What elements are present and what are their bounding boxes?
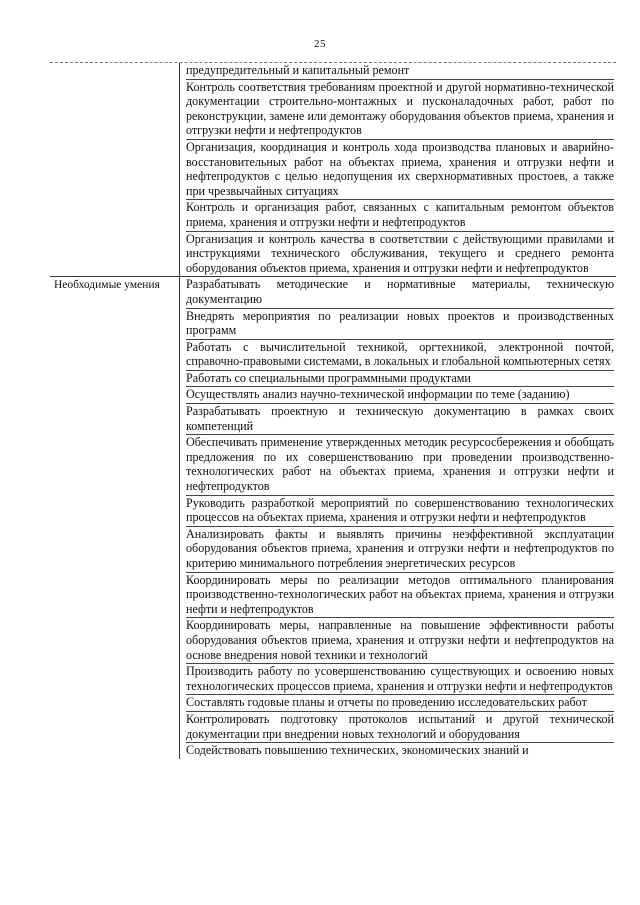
list-item: Координировать меры по реализации методов оптимального планирования производственно-технологических работ на объектах приема, хранения и отгрузки нефти и нефтепродуктов bbox=[186, 573, 614, 619]
list-item: Руководить разработкой мероприятий по совершенствованию технологических процессов на объектах приема, хранения и отгрузки нефти и нефтепродуктов bbox=[186, 496, 614, 527]
list-item: Работать со специальными программными продуктами bbox=[186, 371, 614, 388]
list-item: Разрабатывать методические и нормативные материалы, техническую документацию bbox=[186, 277, 614, 308]
list-item: Осуществлять анализ научно-технической информации по теме (заданию) bbox=[186, 387, 614, 404]
list-item: Контроль и организация работ, связанных с капитальным ремонтом объектов приема, хранения и отгрузки нефти и нефтепродуктов bbox=[186, 200, 614, 231]
list-item: Внедрять мероприятия по реализации новых проектов и производственных программ bbox=[186, 309, 614, 340]
table-row-actions bbox=[50, 63, 616, 276]
list-item: Разрабатывать проектную и техническую документацию в рамках своих компетенций bbox=[186, 404, 614, 435]
list-item: Контролировать подготовку протоколов испытаний и другой технической документации при внедрении новых технологий и оборудования bbox=[186, 712, 614, 743]
list-item: Работать с вычислительной техникой, оргтехникой, электронной почтой, справочно-правовыми системами, в локальных и глобальной компьютерных сетях bbox=[186, 340, 614, 371]
list-item: предупредительный и капитальный ремонт bbox=[186, 63, 614, 80]
list-item: Координировать меры, направленные на повышение эффективности работы оборудования объектов приема, хранения и отгрузки нефти и нефтепродуктов на основе внедрения новой техники и технологий bbox=[186, 618, 614, 664]
list-item: Анализировать факты и выявлять причины неэффективной эксплуатации оборудования объектов приема, хранения и отгрузки нефти и нефтепродуктов по критерию минимального потребления энергетических ресурсов bbox=[186, 527, 614, 573]
table-row-skills bbox=[50, 276, 616, 758]
list-item: Содействовать повышению технических, экономических знаний и bbox=[186, 743, 529, 758]
requirements-table bbox=[50, 62, 616, 759]
list-item: Составлять годовые планы и отчеты по проведению исследовательских работ bbox=[186, 695, 614, 712]
list-item: Обеспечивать применение утвержденных методик ресурсосбережения и обобщать предложения по их совершенствованию при проведении производственно-технологических работ на объектах приема, хранения и отгрузки нефти и нефтепродуктов bbox=[186, 435, 614, 495]
list-item: Производить работу по усовершенствованию существующих и освоению новых технологических процессов приема, хранения и отгрузки нефти и нефтепродуктов bbox=[186, 664, 614, 695]
page-number: 25 bbox=[314, 38, 326, 50]
row-label-skills: Необходимые умения bbox=[50, 277, 180, 758]
list-item: Организация и контроль качества в соответствии с действующими правилами и инструкциями технического обслуживания, текущего и среднего ремонта оборудования объектов приема, хранения и отгрузки нефти и нефтепродуктов bbox=[186, 231, 614, 275]
list-item: Организация, координация и контроль хода производства плановых и аварийно-восстановительных работ на объектах приема, хранения и отгрузки нефти и нефтепродуктов с целью недопущения их сверхнормативных простоев, а также при чрезвычайных ситуациях bbox=[186, 140, 614, 200]
list-item: Контроль соответствия требованиям проектной и другой нормативно-технической документации строительно-монтажных и пусконаладочных работ, работ по реконструкции, замене или демонтажу оборудования объектов приема, хранения и отгрузки нефти и нефтепродуктов bbox=[186, 80, 614, 140]
row-content-skills bbox=[180, 277, 616, 758]
row-content-actions bbox=[180, 63, 616, 276]
row-label-empty bbox=[50, 63, 180, 276]
